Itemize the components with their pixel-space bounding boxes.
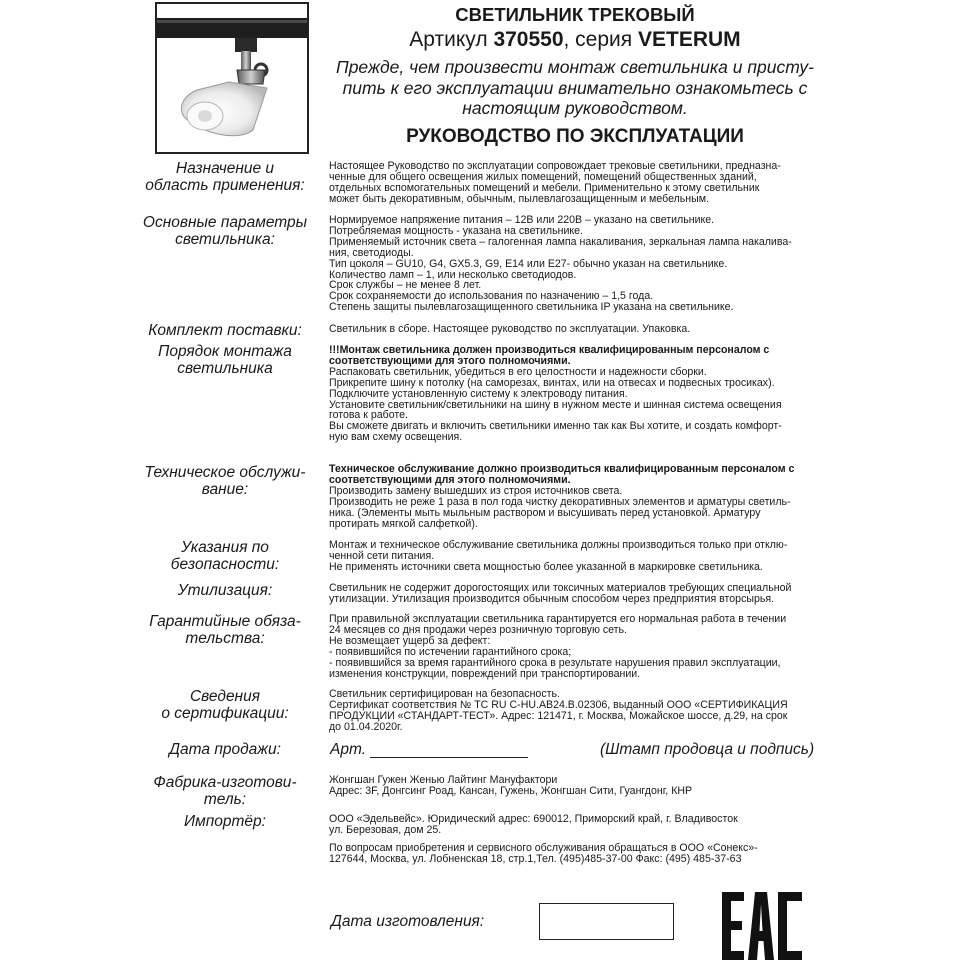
importer-text: ООО «Эдельвейс». Юридический адрес: 690012, Приморский край, г. Владивосток ул. Березовая, дом 25. [329,813,738,836]
certification-text: Светильник сертифицирован на безопасность. Сертификат соответствия № ТС RU С-HU.АВ24.В.02306, выданный ООО «СЕРТИФИКАЦИЯ ПРОДУКЦИИ «СТАНДАРТ-ТЕСТ». Адрес: 121471, г. Москва, Можайское шоссе, д.29, на срок до 01.04.2020г. [329,688,788,733]
intro-notice: Прежде, чем произвести монтаж светильника и присту- пить к его эксплуатации внимательно ознакомьтесь с настоящим руководством. [336,57,814,118]
purpose-label: Назначение и область применения: [145,160,305,194]
manufacturer-label: Фабрика-изготови- тель: [153,774,297,808]
sale-date-label: Дата продажи: [169,741,281,758]
safety-label: Указания по безопасности: [170,539,280,573]
warranty-label: Гарантийные обяза- тельства: [149,613,301,647]
document-title: СВЕТИЛЬНИК ТРЕКОВЫЙ [455,4,695,25]
install-text: !!!Монтаж светильника должен производиться квалифицированным персоналом с соответствующими для этого полномочиями. Распаковать светильник, убедиться в его целостности и надежности сборки. Прикрепите шину к потолку (на саморезах, винтах, или на отвесах и подвесных тросиках). Подключите установленную систему к электроводу питания. Установите светильник/светильники на шину в нужном месте и шинная система освещения готова к работе. Вы сможете двигать и включить светильники именно так как Вы хотите, и создать комфорт- ную вам схему освещения. [329,344,782,444]
manual-title: РУКОВОДСТВО ПО ЭКСПЛУАТАЦИИ [406,126,744,147]
params-text: Нормируемое напряжение питания – 12В или 220В – указано на светильнике. Потребляемая мощность - указана на светильнике. Применяемый источник света – галогенная лампа накаливания, зеркальная лампа накалива- ния, светодиоды. Тип цоколя – GU10, G4, GX5.3, G9, E14 или E27- обычно указан на светильнике. Количество ламп – 1, или несколько светодиодов. Срок службы – не менее 8 лет. Срок сохраняемости до использования по назначению – 1,5 года. Степень защиты пылевлагозащищенного светильника IP указана на светильнике. [329,214,792,314]
service-contact-text: По вопросам приобретения и сервисного обслуживания обращаться в ООО «Сонекс»- 127644, Москва, ул. Лобненская 18, стр.1,Тел. (495)485-37-00 Факс: (495) 485-37-63 [329,842,758,865]
disposal-label: Утилизация: [177,582,273,599]
certification-label: Сведения о сертификации: [161,688,289,722]
manufacture-date-box [539,903,674,940]
disposal-text: Светильник не содержит дорогостоящих или токсичных материалов требующих специальной утилизации. Утилизация производится обычным способом через предприятия вторсырья. [329,582,792,605]
article-line: Артикул 370550, серия VETERUM [409,28,741,51]
manufacture-date-label: Дата изготовления: [331,913,485,930]
kit-text: Светильник в сборе. Настоящее руководство по эксплуатации. Упаковка. [329,323,691,335]
importer-label: Импортёр: [184,813,266,830]
maintenance-text: Техническое обслуживание должно производиться квалифицированным персоналом с соответствующими для этого полномочиями. Производить замену вышедших из строя источников света. Производить не реже 1 раза в пол года чистку декоративных элементов и арматуры светиль- ника. (Элементы мыть мыльным раствором и высушивать перед установкой. Арматуру протирать мягкой салфеткой). [329,463,795,530]
params-label: Основные параметры светильника: [142,214,308,248]
install-label: Порядок монтажа светильника [158,343,292,377]
product-photo [155,2,309,154]
safety-text: Монтаж и техническое обслуживание светильника должны производиться только при отклю- ченной сети питания. Не применять источники света мощностью более указанной в маркировке светильника. [329,539,788,573]
stamp-label: (Штамп продовца и подпись) [600,741,815,758]
article-field-label: Арт. [330,741,367,758]
manufacturer-text: Жонгшан Гужен Женью Лайтинг Мануфактори Адрес: 3F, Донгсинг Роад, Кансан, Гужень, Жонгшан Сити, Гуангдонг, КНР [329,774,693,797]
maintenance-label: Техническое обслужи- вание: [144,464,306,498]
eac-mark-icon [720,890,804,962]
warranty-text: При правильной эксплуатации светильника гарантируется его нормальная работа в течении 24 месяцев со дня продажи через розничную торговую сеть. Не возмещает ущерб за дефект: - появившийся по истечении гарантийного срока; - появившийся за время гарантийного срока в результате нарушения правил эксплуатации, изменения конструкции, повреждений при транспортировании. [329,613,787,680]
kit-label: Комплект поставки: [148,322,302,339]
article-field-line [370,757,528,758]
purpose-text: Настоящее Руководство по эксплуатации сопровождает трековые светильники, предназна- ченные для общего освещения жилых помещений, помещений общественных зданий, отдельных вспомогательных помещений и мебели. Применительно к этому светильник может быть декоративным, обычным, пылевлагозащищенным и мебельным. [329,160,781,205]
